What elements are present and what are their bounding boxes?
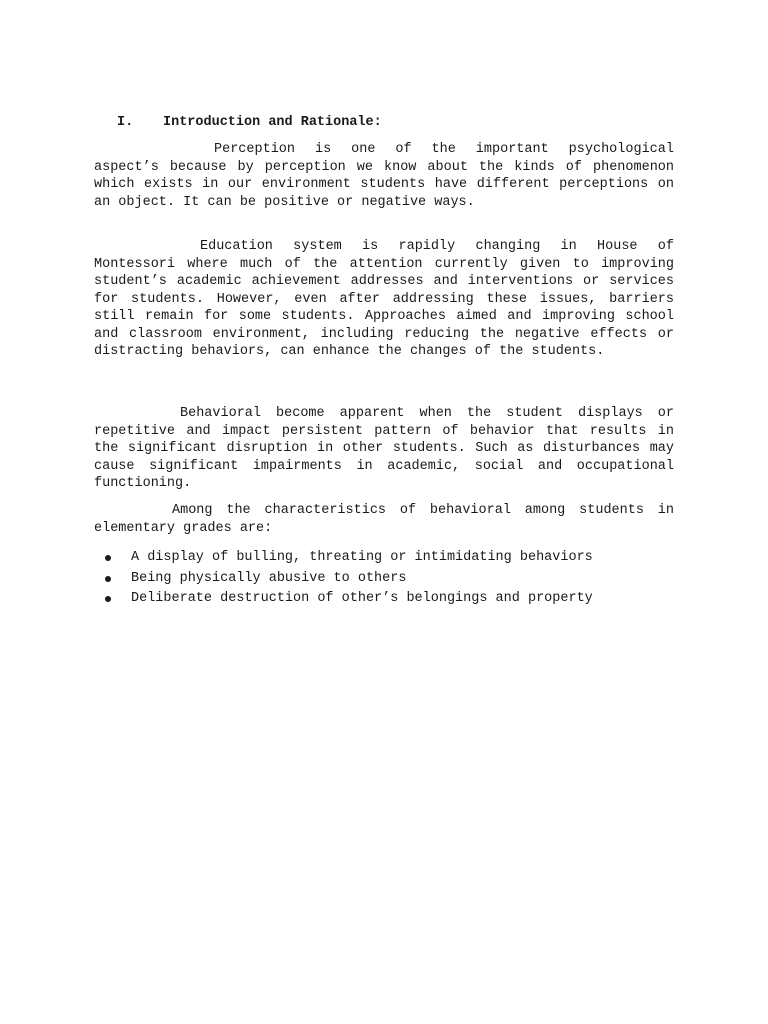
list-item-text: A display of bulling, threating or intimidating behaviors — [131, 550, 593, 565]
list-item — [103, 548, 593, 569]
paragraph-perception: Perception is one of the important psychological aspect’s because by perception we know about the kinds of phenomenon which exists in our environment students have different perceptions on an object. It can be positive or negative ways. — [94, 142, 674, 210]
bullet-icon — [105, 596, 111, 602]
bullet-icon — [105, 555, 111, 561]
list-item-text: Being physically abusive to others — [131, 570, 407, 586]
paragraph-behavioral: Behavioral become apparent when the student displays or repetitive and impact persistent pattern of behavior that results in the significant disruption in other students. Such as disturbances may cause significant impairments in academic, social and occupational functioning. — [94, 406, 674, 491]
bullet-icon — [105, 576, 111, 582]
section-title: Introduction and Rationale: — [163, 115, 382, 130]
list-item-text: Deliberate destruction of other’s belongings and property — [131, 591, 593, 606]
section-number: I. — [117, 115, 134, 130]
paragraph-education-system: Education system is rapidly changing in House of Montessori where much of the attention currently given to improving student’s academic achievement addresses and interventions or services for students. However, even after addressing these issues, barriers still remain for some students. Approaches aimed and improving school and classroom environment, including reducing the negative effects or distracting behaviors, can enhance the changes of the students. — [94, 239, 674, 359]
characteristics-list — [103, 548, 593, 610]
section-heading — [117, 114, 382, 132]
paragraph-characteristics-intro: Among the characteristics of behavioral among students in elementary grades are: — [94, 503, 674, 536]
list-item — [103, 569, 593, 590]
list-item — [103, 589, 593, 610]
